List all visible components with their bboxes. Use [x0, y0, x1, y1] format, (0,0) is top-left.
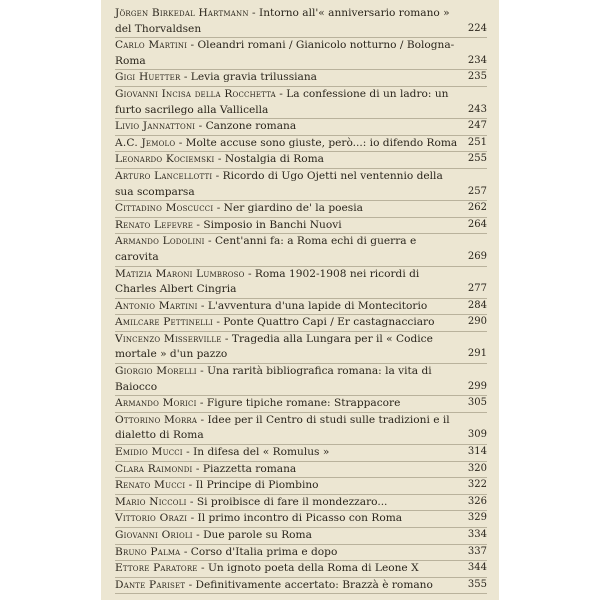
- toc-entry-text: [115, 6, 461, 37]
- toc-entry-page: 334: [467, 529, 487, 540]
- toc-entry-separator: -: [196, 397, 207, 410]
- toc-entry-page: 314: [467, 446, 487, 458]
- toc-entry-title: Tragedia alla Lungara per il « Codice mortale » d'un pazzo: [115, 332, 433, 361]
- toc-entry: [115, 364, 487, 396]
- toc-entry-author: Jörgen Birkedal Hartmann: [115, 7, 249, 19]
- toc-entry: [115, 511, 487, 528]
- toc-entry-separator: -: [221, 332, 232, 345]
- toc-entry-text: [115, 413, 461, 444]
- toc-entry-text: [115, 70, 461, 86]
- toc-entry-text: [115, 299, 461, 315]
- toc-entry-separator: -: [185, 479, 196, 492]
- toc-entry: [115, 578, 487, 595]
- toc-entry-text: [115, 561, 461, 577]
- toc-entry-title: Due parole su Roma: [203, 529, 312, 541]
- toc-entry-text: [115, 152, 461, 168]
- toc-entry-text: [115, 545, 461, 561]
- toc-entry-separator: -: [212, 169, 223, 182]
- toc-entry-title: Simposio in Banchi Nuovi: [203, 218, 342, 231]
- toc-entry-separator: -: [213, 202, 224, 215]
- toc-entry: [115, 70, 487, 87]
- toc-entry-author: Arturo Lancellotti: [115, 169, 213, 182]
- toc-entry: [115, 169, 487, 201]
- toc-entry-author: Dante Pariset: [115, 578, 186, 591]
- toc-entry-separator: -: [185, 578, 196, 591]
- toc-entry-page: 305: [467, 397, 487, 409]
- toc-entry-page: 224: [467, 22, 487, 34]
- toc-entry-title: Definitivamente accertato: Brazzà è romano: [195, 578, 433, 591]
- toc-entry-separator: -: [197, 562, 208, 575]
- toc-entry: [115, 332, 487, 364]
- toc-entry-author: Armando Lodolini: [115, 235, 205, 248]
- toc-entry: [115, 495, 487, 512]
- toc-entry: [115, 561, 487, 578]
- toc-entry-text: [115, 218, 461, 234]
- toc-entry-page: 234: [467, 54, 487, 66]
- toc-entry: [115, 396, 487, 413]
- toc-entry-author: Vittorio Orazi: [115, 512, 188, 525]
- toc-entry-page: 251: [467, 136, 487, 148]
- toc-entry-author: Renato Lefevre: [115, 218, 194, 231]
- toc-entry: [115, 545, 487, 562]
- toc-entry-page: 243: [467, 103, 487, 115]
- toc-entry-author: Clara Raimondi: [115, 462, 193, 475]
- toc-entry-separator: -: [180, 71, 191, 84]
- toc-entry-author: Livio Jannattoni: [115, 120, 196, 133]
- toc-entry-page: 235: [467, 71, 487, 83]
- toc-entry-author: A.C. Jemolo: [115, 136, 176, 149]
- toc-entry-text: [115, 364, 461, 395]
- toc-entry-title: Idee per il Centro di studi sulle tradizioni e il dialetto di Roma: [115, 413, 450, 442]
- toc-entry-separator: -: [204, 235, 215, 248]
- toc-entry-text: [115, 267, 461, 298]
- toc-entry-page: 284: [467, 299, 487, 311]
- toc-entry-text: [115, 478, 461, 494]
- toc-entry-text: [115, 87, 461, 118]
- toc-entry-author: Matizia Maroni Lumbroso: [115, 267, 245, 280]
- toc-entry: [115, 315, 487, 332]
- toc-entry: [115, 234, 487, 266]
- toc-entry-text: [115, 495, 461, 511]
- toc-entry-title: La confessione di un ladro: un furto sacrilego alla Vallicella: [115, 87, 449, 116]
- toc-entry-text: [115, 201, 461, 217]
- toc-entry: [115, 413, 487, 445]
- toc-entry-title: Un ignoto poeta della Roma di Leone X: [207, 562, 419, 575]
- toc-entry-text: [115, 136, 461, 152]
- toc-entry-separator: -: [175, 136, 186, 149]
- toc-entry-separator: -: [197, 413, 208, 426]
- toc-entry-text: [115, 234, 461, 265]
- toc-entry-separator: -: [182, 446, 194, 459]
- toc-entry-text: [115, 315, 461, 331]
- toc-entry: [115, 38, 487, 70]
- toc-entry-author: Ettore Paratore: [115, 562, 198, 575]
- toc-entry-author: Emidio Mucci: [115, 446, 183, 459]
- toc-entry-title: Il primo incontro di Picasso con Roma: [197, 512, 403, 525]
- toc-entry-separator: -: [192, 529, 204, 541]
- table-of-contents: [115, 6, 487, 594]
- toc-entry-page: 290: [467, 316, 487, 328]
- book-page: [101, 0, 499, 600]
- toc-entry-page: 337: [467, 545, 487, 557]
- toc-entry-separator: -: [248, 7, 260, 19]
- toc-entry-title: Cent'anni fa: a Roma echi di guerra e carovita: [115, 235, 417, 263]
- toc-entry-text: [115, 511, 461, 527]
- toc-entry-title: Figure tipiche romane: Strappacore: [206, 397, 401, 410]
- toc-entry-separator: -: [214, 153, 225, 166]
- toc-entry: [115, 528, 487, 545]
- toc-entry-page: 309: [467, 429, 487, 441]
- toc-entry-page: 262: [467, 202, 487, 214]
- toc-entry: [115, 87, 487, 119]
- toc-entry-separator: -: [275, 87, 287, 100]
- toc-entry-title: Nostalgia di Roma: [224, 153, 324, 166]
- toc-entry-title: Il Principe di Piombino: [195, 479, 319, 492]
- toc-entry: [115, 462, 487, 479]
- toc-entry-title: Ponte Quattro Capi / Er castagnacciaro: [223, 316, 435, 329]
- toc-entry-author: Gigi Huetter: [115, 71, 181, 84]
- toc-entry-title: In difesa del « Romulus »: [193, 446, 330, 459]
- toc-entry-author: Mario Niccoli: [115, 495, 187, 508]
- toc-entry: [115, 152, 487, 169]
- toc-entry-separator: -: [187, 512, 198, 525]
- toc-entry-author: Giorgio Morelli: [115, 365, 197, 378]
- toc-entry-page: 277: [467, 283, 487, 295]
- toc-entry-separator: -: [192, 462, 203, 475]
- toc-entry-title: Ner giardino de' la poesia: [223, 202, 363, 215]
- toc-entry: [115, 201, 487, 218]
- toc-entry-text: [115, 38, 461, 69]
- toc-entry-separator: -: [212, 316, 224, 329]
- toc-entry-author: Armando Morici: [115, 397, 197, 410]
- toc-entry-page: 255: [467, 153, 487, 165]
- toc-entry: [115, 6, 487, 38]
- toc-entry-author: Amilcare Pettinelli: [115, 316, 213, 329]
- toc-entry-title: Canzone romana: [205, 120, 297, 133]
- toc-entry-separator: -: [187, 39, 198, 52]
- toc-entry-author: Giovanni Orioli: [115, 529, 193, 541]
- toc-entry-title: Si proibisce di fare il mondezzaro...: [196, 495, 388, 508]
- toc-entry-page: 247: [467, 120, 487, 132]
- toc-entry-author: Vincenzo Misserville: [115, 332, 222, 345]
- toc-entry-text: [115, 332, 461, 363]
- toc-entry-title: Intorno all'« anniversario romano » del Thorvaldsen: [115, 7, 450, 35]
- toc-entry-author: Ottorino Morra: [115, 413, 198, 426]
- toc-entry-page: 320: [467, 462, 487, 474]
- toc-entry-page: 264: [467, 218, 487, 230]
- toc-entry: [115, 299, 487, 316]
- toc-entry-page: 322: [467, 479, 487, 491]
- toc-entry-title: Oleandri romani / Gianicolo notturno / Bologna-Roma: [115, 39, 455, 67]
- toc-entry: [115, 445, 487, 462]
- toc-entry-title: L'avventura d'una lapide di Montecitorio: [207, 299, 428, 312]
- toc-entry-title: Levia gravia trilussiana: [190, 71, 317, 84]
- toc-entry-author: Carlo Martini: [115, 39, 188, 52]
- toc-entry: [115, 218, 487, 235]
- toc-entry-separator: -: [196, 365, 208, 378]
- toc-entry-page: 257: [467, 185, 487, 197]
- toc-entry-page: 291: [467, 348, 487, 360]
- toc-entry-title: Molte accuse sono giuste, però...: io difendo Roma: [185, 136, 458, 149]
- toc-entry-page: 329: [467, 512, 487, 524]
- toc-entry-text: [115, 528, 461, 544]
- toc-entry-separator: -: [180, 545, 191, 558]
- toc-entry-author: Giovanni Incisa della Rocchetta: [115, 87, 276, 100]
- toc-entry-page: 326: [467, 495, 487, 507]
- toc-entry-separator: -: [186, 495, 197, 508]
- toc-entry-page: 344: [467, 562, 487, 574]
- toc-entry-text: [115, 396, 461, 412]
- toc-entry-page: 355: [467, 578, 487, 590]
- toc-entry-author: Leonardo Kociemski: [115, 153, 215, 166]
- toc-entry-author: Renato Mucci: [115, 479, 186, 492]
- toc-entry-page: 269: [467, 250, 487, 262]
- toc-entry-text: [115, 169, 461, 200]
- toc-entry-text: [115, 462, 461, 478]
- toc-entry: [115, 136, 487, 153]
- toc-entry-title: Piazzetta romana: [202, 462, 297, 475]
- toc-entry-title: Corso d'Italia prima e dopo: [190, 545, 338, 558]
- toc-entry-title: Ricordo di Ugo Ojetti nel ventennio della sua scomparsa: [115, 169, 443, 198]
- toc-entry-separator: -: [197, 299, 208, 312]
- toc-entry-separator: -: [244, 267, 255, 280]
- toc-entry-author: Antonio Martini: [115, 299, 198, 312]
- toc-entry-text: [115, 119, 461, 135]
- toc-entry-author: Cittadino Moscucci: [115, 202, 214, 215]
- toc-entry-title: Una rarità bibliografica romana: la vita di Baiocco: [115, 365, 432, 393]
- toc-entry-author: Bruno Palma: [115, 545, 181, 558]
- toc-entry-text: [115, 445, 461, 461]
- toc-entry-page: 299: [467, 380, 487, 392]
- toc-entry-title: Roma 1902-1908 nei ricordi di Charles Albert Cingria: [115, 267, 420, 296]
- toc-entry-separator: -: [195, 120, 206, 133]
- toc-entry: [115, 119, 487, 136]
- toc-entry: [115, 478, 487, 495]
- toc-entry: [115, 267, 487, 299]
- toc-entry-separator: -: [193, 218, 204, 231]
- toc-entry-text: [115, 578, 461, 594]
